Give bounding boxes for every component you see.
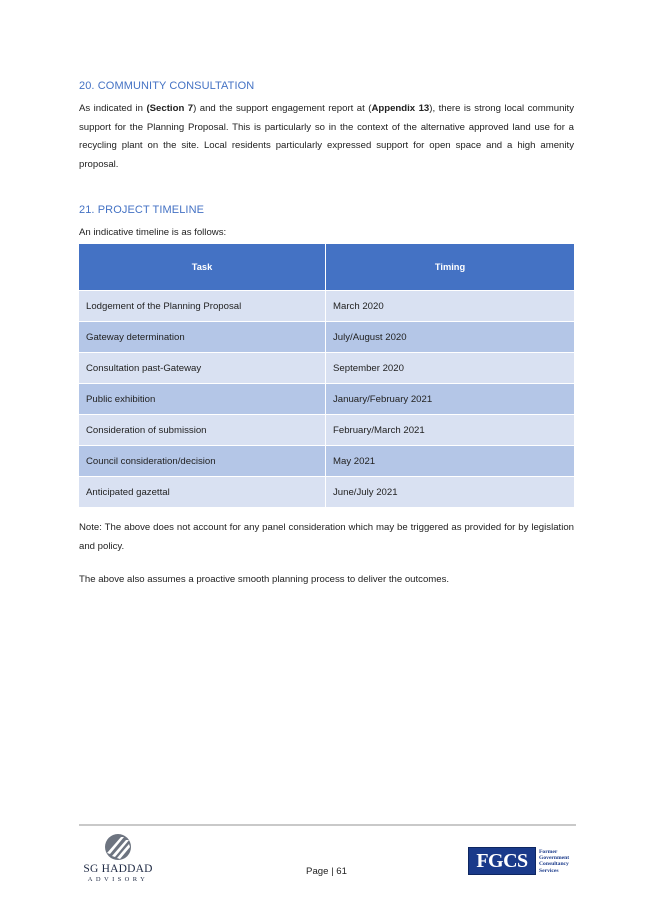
task-cell: Gateway determination <box>79 322 326 353</box>
sg-haddad-advisory: ADVISORY <box>87 876 149 883</box>
task-cell: Consideration of submission <box>79 415 326 446</box>
section-21-heading: 21. PROJECT TIMELINE <box>79 204 205 216</box>
para-text-3: ), there is strong local community support for the Planning Proposal. This is particularly so in the context of the alternative approved land use for a recycling plant on the site. Local residents particularly expressed support for open space and a high amenity proposal. <box>79 103 575 170</box>
timeline-intro: An indicative timeline is as follows: <box>79 227 227 238</box>
appendix-13-ref: Appendix 13 <box>371 103 430 114</box>
fgcs-line-former: Former <box>539 849 558 855</box>
task-cell: Lodgement of the Planning Proposal <box>79 291 326 322</box>
table-row <box>79 446 574 477</box>
task-cell: Public exhibition <box>79 384 326 415</box>
assumption-paragraph: The above also assumes a proactive smooth planning process to deliver the outcomes. <box>79 574 450 585</box>
footer-divider <box>79 824 576 826</box>
fgcs-line-government: Government <box>539 855 570 862</box>
timing-cell: February/March 2021 <box>326 415 575 446</box>
table-row <box>79 477 574 508</box>
timeline-table <box>79 244 574 507</box>
timing-cell: September 2020 <box>326 353 575 384</box>
page-number: Page | 61 <box>306 866 347 877</box>
column-header-task: Task <box>79 244 326 291</box>
fgcs-line-services: Services <box>539 867 559 874</box>
para-text-2: ) and the support engagement report at ( <box>193 103 372 114</box>
section-7-ref: (Section 7 <box>146 103 194 114</box>
table-header-row <box>79 244 574 291</box>
task-cell: Anticipated gazettal <box>79 477 326 508</box>
timing-cell: June/July 2021 <box>326 477 575 508</box>
table-row <box>79 291 574 322</box>
table-row <box>79 415 574 446</box>
note-paragraph: Note: The above does not account for any panel consideration which may be triggered as provided for by legislation and policy. <box>79 522 574 552</box>
para-text-1: As indicated in <box>79 103 147 114</box>
timing-cell: January/February 2021 <box>326 384 575 415</box>
timing-cell: March 2020 <box>326 291 575 322</box>
section-20-heading: 20. COMMUNITY CONSULTATION <box>79 80 255 92</box>
timing-cell: July/August 2020 <box>326 322 575 353</box>
fgcs-line-consultancy: Consultancy <box>539 861 569 868</box>
timing-cell: May 2021 <box>326 446 575 477</box>
fgcs-logo: FGCS <box>468 847 536 875</box>
task-cell: Consultation past-Gateway <box>79 353 326 384</box>
section-20-paragraph <box>79 100 574 174</box>
table-row <box>79 384 574 415</box>
table-row <box>79 322 574 353</box>
column-header-timing: Timing <box>326 244 575 291</box>
table-row <box>79 353 574 384</box>
task-cell: Council consideration/decision <box>79 446 326 477</box>
fgcs-description <box>539 849 569 874</box>
sg-haddad-name: SG HADDAD <box>83 863 153 875</box>
